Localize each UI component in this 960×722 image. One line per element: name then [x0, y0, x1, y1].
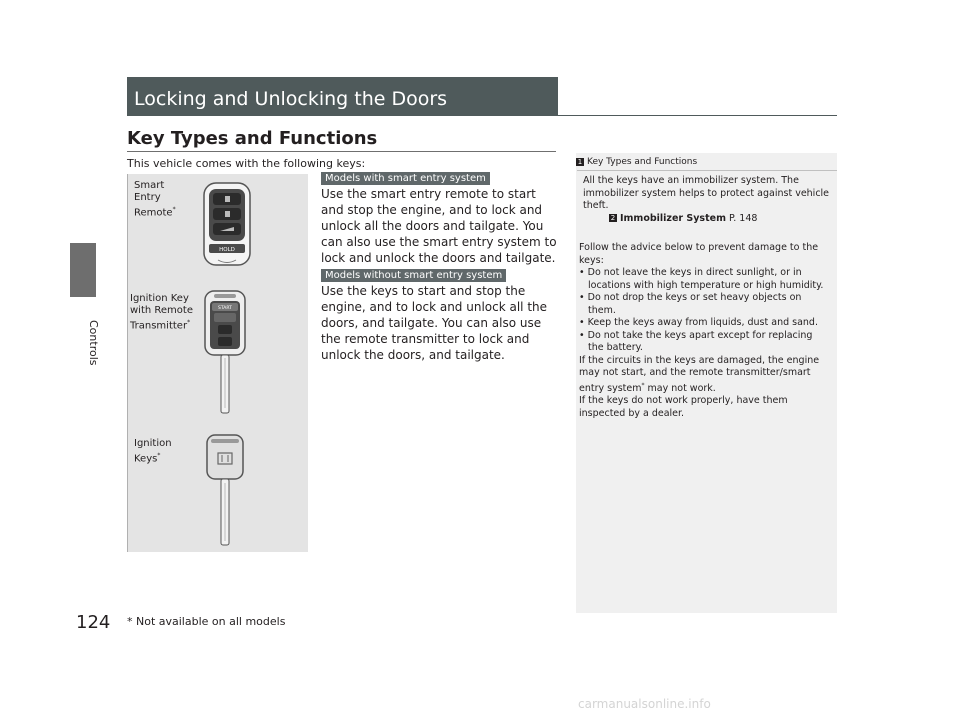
footnote: * Not available on all models	[127, 615, 286, 628]
note-immobilizer: All the keys have an immobilizer system. The immobilizer system helps to protect against vehicle theft.	[583, 175, 830, 211]
smart-entry-remote-icon	[196, 180, 258, 270]
model-text-smart-entry: Use the smart entry remote to start and stop the engine, and to lock and unlock all the doors and tailgate. You can also use the smart entry system to lock and unlock the doors and tailgate.	[321, 187, 557, 265]
note-circuits: If the circuits in the keys are damaged, the engine may not start, and the remote transmitter/smart entry system* may not work.	[579, 354, 820, 394]
chapter-tab	[70, 243, 96, 297]
subsection-title: Key Types and Functions	[127, 128, 378, 149]
svg-text:START: START	[218, 306, 232, 311]
key-label-remote-transmitter: Ignition Key with Remote Transmitter*	[130, 293, 193, 332]
note-bullet: • Do not leave the keys in direct sunlight, or in locations with high temperature or high humidity.	[579, 267, 824, 291]
cross-reference[interactable]: 2 Immobilizer System P. 148	[610, 212, 758, 224]
notes-rule	[577, 170, 837, 171]
section-header-rule	[558, 115, 837, 116]
notes-body	[583, 175, 831, 225]
section-title: Locking and Unlocking the Doors	[134, 88, 448, 110]
note-dealer: If the keys do not work properly, have them inspected by a dealer.	[579, 395, 788, 419]
intro-text: This vehicle comes with the following keys:	[127, 157, 366, 170]
ignition-key-icon	[205, 433, 245, 549]
key-label-ignition-keys: Ignition Keys*	[134, 438, 172, 465]
notes-header: 1 Key Types and Functions	[577, 157, 698, 167]
subsection-rule	[127, 151, 556, 152]
note-bullet: • Do not take the keys apart except for replacing the battery.	[579, 329, 813, 353]
model-text-no-smart-entry: Use the keys to start and stop the engine, and to lock and unlock all the doors, and tailgate. You can also use the remote transmitter to lock and unlock the doors, and tailgate.	[321, 284, 548, 362]
chapter-label: Controls	[87, 320, 100, 366]
notes-care	[579, 242, 831, 420]
note-care-intro: Follow the advice below to prevent damage to the keys:	[579, 242, 819, 266]
svg-text:HOLD: HOLD	[219, 247, 235, 253]
note-bullet: • Keep the keys away from liquids, dust and sand.	[579, 317, 818, 328]
note-marker-icon: 1	[577, 157, 583, 166]
remote-transmitter-key-icon	[200, 288, 250, 418]
watermark: carmanualsonline.info	[578, 697, 711, 711]
key-label-smart-entry: Smart Entry Remote*	[134, 180, 176, 219]
note-bullet: • Do not drop the keys or set heavy objects on them.	[579, 292, 802, 316]
model-badge-no-smart-entry: Models without smart entry system	[321, 269, 506, 282]
model-badge-smart-entry: Models with smart entry system	[321, 172, 490, 185]
page-number: 124	[76, 612, 111, 633]
cross-reference-icon: 2	[610, 214, 616, 222]
